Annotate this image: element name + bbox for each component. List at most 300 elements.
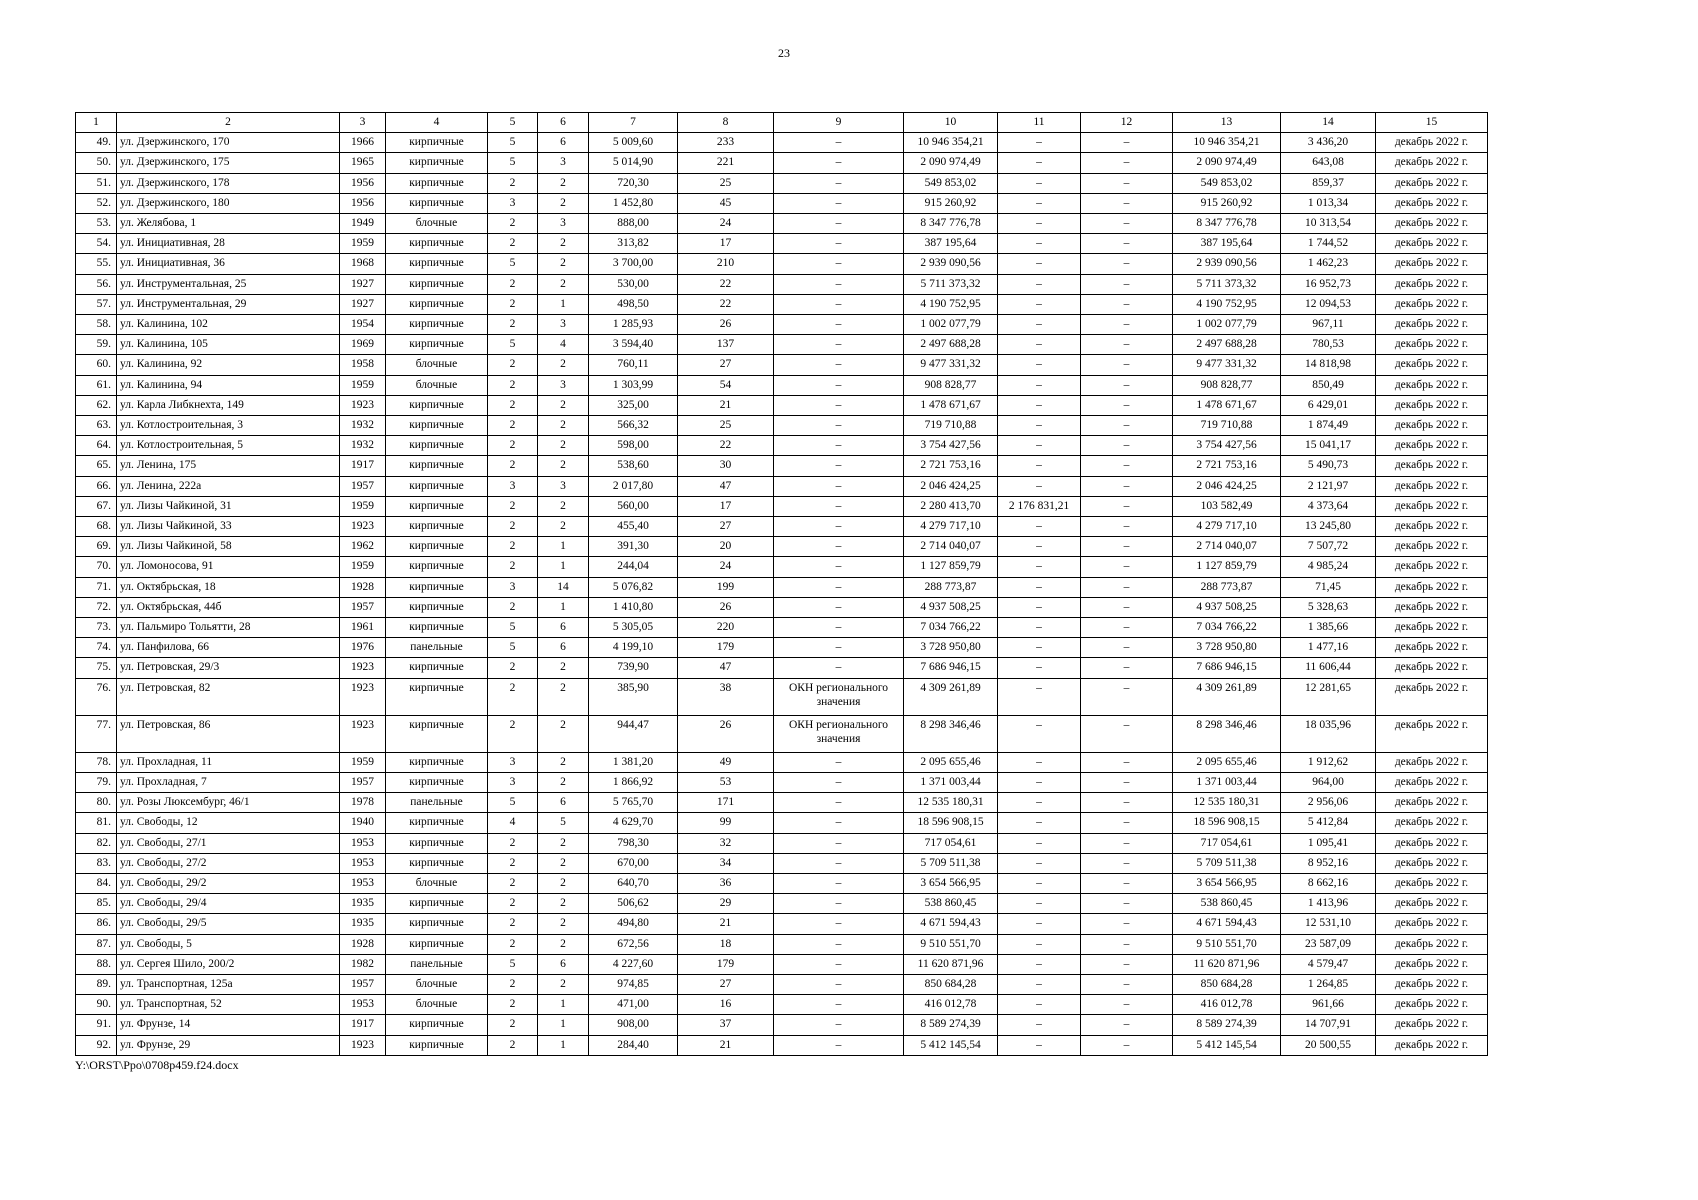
header-cell: 5 bbox=[488, 113, 538, 133]
cost-per-sqm-cell: 8 952,16 bbox=[1281, 853, 1376, 873]
entrances-cell: 3 bbox=[538, 476, 589, 496]
heritage-status-cell: – bbox=[774, 274, 904, 294]
year-built-cell: 1923 bbox=[340, 715, 386, 752]
cost-col-11-cell: – bbox=[998, 954, 1081, 974]
cost-col-12-cell: – bbox=[1081, 954, 1173, 974]
residents-cell: 233 bbox=[678, 133, 774, 153]
table-row bbox=[76, 618, 1488, 638]
heritage-status-cell: – bbox=[774, 557, 904, 577]
header-row bbox=[76, 113, 1488, 133]
total-area-cell: 5 305,05 bbox=[589, 618, 678, 638]
total-area-cell: 538,60 bbox=[589, 456, 678, 476]
total-area-cell: 5 014,90 bbox=[589, 153, 678, 173]
row-number-cell: 68. bbox=[76, 517, 117, 537]
total-cost-cell: 915 260,92 bbox=[904, 193, 998, 213]
residents-cell: 137 bbox=[678, 335, 774, 355]
heritage-status-cell: – bbox=[774, 577, 904, 597]
cost-col-11-cell: – bbox=[998, 395, 1081, 415]
row-number-cell: 53. bbox=[76, 214, 117, 234]
table-row bbox=[76, 934, 1488, 954]
residents-cell: 17 bbox=[678, 234, 774, 254]
wall-material-cell: кирпичные bbox=[386, 254, 488, 274]
address-cell: ул. Инициативная, 28 bbox=[117, 234, 340, 254]
floors-cell: 2 bbox=[488, 274, 538, 294]
page-number: 23 bbox=[778, 46, 790, 60]
heritage-status-cell: – bbox=[774, 894, 904, 914]
cost-per-sqm-cell: 1 013,34 bbox=[1281, 193, 1376, 213]
cost-col-11-cell: – bbox=[998, 254, 1081, 274]
address-cell: ул. Калинина, 102 bbox=[117, 315, 340, 335]
deadline-cell: декабрь 2022 г. bbox=[1376, 715, 1488, 752]
cost-col-12-cell: – bbox=[1081, 193, 1173, 213]
cost-col-13-cell: 538 860,45 bbox=[1173, 894, 1281, 914]
residents-cell: 179 bbox=[678, 638, 774, 658]
total-cost-cell: 3 654 566,95 bbox=[904, 873, 998, 893]
address-cell: ул. Желябова, 1 bbox=[117, 214, 340, 234]
row-number-cell: 86. bbox=[76, 914, 117, 934]
total-area-cell: 566,32 bbox=[589, 416, 678, 436]
floors-cell: 2 bbox=[488, 873, 538, 893]
cost-per-sqm-cell: 961,66 bbox=[1281, 995, 1376, 1015]
cost-col-13-cell: 915 260,92 bbox=[1173, 193, 1281, 213]
year-built-cell: 1949 bbox=[340, 214, 386, 234]
total-cost-cell: 7 034 766,22 bbox=[904, 618, 998, 638]
year-built-cell: 1953 bbox=[340, 995, 386, 1015]
year-built-cell: 1959 bbox=[340, 496, 386, 516]
heritage-status-cell: – bbox=[774, 234, 904, 254]
entrances-cell: 3 bbox=[538, 315, 589, 335]
table-row bbox=[76, 954, 1488, 974]
total-cost-cell: 4 671 594,43 bbox=[904, 914, 998, 934]
row-number-cell: 76. bbox=[76, 678, 117, 715]
floors-cell: 2 bbox=[488, 995, 538, 1015]
address-cell: ул. Свободы, 29/2 bbox=[117, 873, 340, 893]
cost-per-sqm-cell: 2 121,97 bbox=[1281, 476, 1376, 496]
table-row bbox=[76, 597, 1488, 617]
deadline-cell: декабрь 2022 г. bbox=[1376, 772, 1488, 792]
header-cell: 3 bbox=[340, 113, 386, 133]
row-number-cell: 81. bbox=[76, 813, 117, 833]
cost-col-11-cell: – bbox=[998, 894, 1081, 914]
entrances-cell: 2 bbox=[538, 833, 589, 853]
entrances-cell: 2 bbox=[538, 436, 589, 456]
cost-col-13-cell: 9 477 331,32 bbox=[1173, 355, 1281, 375]
row-number-cell: 60. bbox=[76, 355, 117, 375]
total-area-cell: 3 700,00 bbox=[589, 254, 678, 274]
row-number-cell: 56. bbox=[76, 274, 117, 294]
cost-col-12-cell: – bbox=[1081, 752, 1173, 772]
cost-col-12-cell: – bbox=[1081, 873, 1173, 893]
floors-cell: 2 bbox=[488, 715, 538, 752]
wall-material-cell: кирпичные bbox=[386, 1015, 488, 1035]
wall-material-cell: кирпичные bbox=[386, 658, 488, 678]
cost-per-sqm-cell: 4 985,24 bbox=[1281, 557, 1376, 577]
cost-col-13-cell: 3 754 427,56 bbox=[1173, 436, 1281, 456]
address-cell: ул. Прохладная, 7 bbox=[117, 772, 340, 792]
total-area-cell: 1 381,20 bbox=[589, 752, 678, 772]
residents-cell: 99 bbox=[678, 813, 774, 833]
cost-per-sqm-cell: 859,37 bbox=[1281, 173, 1376, 193]
table-header bbox=[76, 113, 1488, 133]
deadline-cell: декабрь 2022 г. bbox=[1376, 254, 1488, 274]
wall-material-cell: кирпичные bbox=[386, 315, 488, 335]
cost-col-11-cell: – bbox=[998, 476, 1081, 496]
cost-per-sqm-cell: 7 507,72 bbox=[1281, 537, 1376, 557]
header-cell: 15 bbox=[1376, 113, 1488, 133]
table-row bbox=[76, 833, 1488, 853]
total-area-cell: 5 009,60 bbox=[589, 133, 678, 153]
row-number-cell: 74. bbox=[76, 638, 117, 658]
cost-col-12-cell: – bbox=[1081, 638, 1173, 658]
table-row bbox=[76, 214, 1488, 234]
address-cell: ул. Инструментальная, 29 bbox=[117, 294, 340, 314]
cost-per-sqm-cell: 16 952,73 bbox=[1281, 274, 1376, 294]
entrances-cell: 2 bbox=[538, 853, 589, 873]
cost-col-11-cell: – bbox=[998, 557, 1081, 577]
total-area-cell: 598,00 bbox=[589, 436, 678, 456]
cost-per-sqm-cell: 4 373,64 bbox=[1281, 496, 1376, 516]
cost-per-sqm-cell: 10 313,54 bbox=[1281, 214, 1376, 234]
heritage-status-cell: – bbox=[774, 853, 904, 873]
cost-col-11-cell: – bbox=[998, 375, 1081, 395]
heritage-status-cell: – bbox=[774, 873, 904, 893]
address-cell: ул. Фрунзе, 14 bbox=[117, 1015, 340, 1035]
total-area-cell: 5 076,82 bbox=[589, 577, 678, 597]
deadline-cell: декабрь 2022 г. bbox=[1376, 193, 1488, 213]
row-number-cell: 77. bbox=[76, 715, 117, 752]
total-cost-cell: 2 046 424,25 bbox=[904, 476, 998, 496]
year-built-cell: 1923 bbox=[340, 1035, 386, 1055]
deadline-cell: декабрь 2022 г. bbox=[1376, 476, 1488, 496]
table-row bbox=[76, 416, 1488, 436]
row-number-cell: 49. bbox=[76, 133, 117, 153]
table-row bbox=[76, 476, 1488, 496]
cost-col-12-cell: – bbox=[1081, 715, 1173, 752]
total-cost-cell: 416 012,78 bbox=[904, 995, 998, 1015]
table-row bbox=[76, 254, 1488, 274]
address-cell: ул. Дзержинского, 178 bbox=[117, 173, 340, 193]
cost-per-sqm-cell: 1 413,96 bbox=[1281, 894, 1376, 914]
floors-cell: 5 bbox=[488, 254, 538, 274]
address-cell: ул. Сергея Шило, 200/2 bbox=[117, 954, 340, 974]
total-cost-cell: 908 828,77 bbox=[904, 375, 998, 395]
wall-material-cell: кирпичные bbox=[386, 436, 488, 456]
cost-col-12-cell: – bbox=[1081, 274, 1173, 294]
wall-material-cell: кирпичные bbox=[386, 294, 488, 314]
table-row bbox=[76, 914, 1488, 934]
floors-cell: 2 bbox=[488, 914, 538, 934]
table-row bbox=[76, 894, 1488, 914]
heritage-status-cell: – bbox=[774, 476, 904, 496]
entrances-cell: 6 bbox=[538, 793, 589, 813]
cost-col-12-cell: – bbox=[1081, 133, 1173, 153]
table-row bbox=[76, 557, 1488, 577]
row-number-cell: 69. bbox=[76, 537, 117, 557]
cost-col-12-cell: – bbox=[1081, 914, 1173, 934]
cost-col-11-cell: – bbox=[998, 1035, 1081, 1055]
cost-col-11-cell: – bbox=[998, 416, 1081, 436]
floors-cell: 2 bbox=[488, 436, 538, 456]
cost-col-13-cell: 103 582,49 bbox=[1173, 496, 1281, 516]
row-number-cell: 62. bbox=[76, 395, 117, 415]
cost-per-sqm-cell: 14 818,98 bbox=[1281, 355, 1376, 375]
residents-cell: 49 bbox=[678, 752, 774, 772]
cost-per-sqm-cell: 15 041,17 bbox=[1281, 436, 1376, 456]
cost-col-12-cell: – bbox=[1081, 1015, 1173, 1035]
floors-cell: 3 bbox=[488, 772, 538, 792]
table-row bbox=[76, 772, 1488, 792]
residents-cell: 25 bbox=[678, 416, 774, 436]
table-row bbox=[76, 873, 1488, 893]
address-cell: ул. Свободы, 5 bbox=[117, 934, 340, 954]
cost-col-11-cell: – bbox=[998, 772, 1081, 792]
heritage-status-cell: – bbox=[774, 416, 904, 436]
wall-material-cell: кирпичные bbox=[386, 153, 488, 173]
cost-col-13-cell: 850 684,28 bbox=[1173, 974, 1281, 994]
deadline-cell: декабрь 2022 г. bbox=[1376, 537, 1488, 557]
deadline-cell: декабрь 2022 г. bbox=[1376, 658, 1488, 678]
residents-cell: 26 bbox=[678, 597, 774, 617]
total-area-cell: 1 285,93 bbox=[589, 315, 678, 335]
row-number-cell: 84. bbox=[76, 873, 117, 893]
wall-material-cell: кирпичные bbox=[386, 678, 488, 715]
entrances-cell: 3 bbox=[538, 153, 589, 173]
total-cost-cell: 719 710,88 bbox=[904, 416, 998, 436]
total-cost-cell: 4 309 261,89 bbox=[904, 678, 998, 715]
row-number-cell: 82. bbox=[76, 833, 117, 853]
total-cost-cell: 2 280 413,70 bbox=[904, 496, 998, 516]
entrances-cell: 1 bbox=[538, 995, 589, 1015]
deadline-cell: декабрь 2022 г. bbox=[1376, 173, 1488, 193]
table-row bbox=[76, 395, 1488, 415]
cost-col-13-cell: 18 596 908,15 bbox=[1173, 813, 1281, 833]
total-area-cell: 455,40 bbox=[589, 517, 678, 537]
header-cell: 10 bbox=[904, 113, 998, 133]
table-row bbox=[76, 678, 1488, 715]
row-number-cell: 71. bbox=[76, 577, 117, 597]
floors-cell: 2 bbox=[488, 214, 538, 234]
residents-cell: 22 bbox=[678, 436, 774, 456]
header-cell: 12 bbox=[1081, 113, 1173, 133]
total-area-cell: 672,56 bbox=[589, 934, 678, 954]
deadline-cell: декабрь 2022 г. bbox=[1376, 934, 1488, 954]
total-area-cell: 760,11 bbox=[589, 355, 678, 375]
wall-material-cell: кирпичные bbox=[386, 1035, 488, 1055]
row-number-cell: 89. bbox=[76, 974, 117, 994]
entrances-cell: 2 bbox=[538, 772, 589, 792]
floors-cell: 2 bbox=[488, 1035, 538, 1055]
wall-material-cell: кирпичные bbox=[386, 335, 488, 355]
wall-material-cell: блочные bbox=[386, 873, 488, 893]
table-row bbox=[76, 173, 1488, 193]
cost-col-12-cell: – bbox=[1081, 995, 1173, 1015]
address-cell: ул. Петровская, 29/3 bbox=[117, 658, 340, 678]
wall-material-cell: кирпичные bbox=[386, 476, 488, 496]
address-cell: ул. Калинина, 92 bbox=[117, 355, 340, 375]
residents-cell: 20 bbox=[678, 537, 774, 557]
total-area-cell: 640,70 bbox=[589, 873, 678, 893]
floors-cell: 3 bbox=[488, 476, 538, 496]
cost-col-11-cell: – bbox=[998, 853, 1081, 873]
residents-cell: 210 bbox=[678, 254, 774, 274]
floors-cell: 5 bbox=[488, 133, 538, 153]
year-built-cell: 1923 bbox=[340, 658, 386, 678]
heritage-status-cell: – bbox=[774, 153, 904, 173]
entrances-cell: 6 bbox=[538, 638, 589, 658]
cost-col-12-cell: – bbox=[1081, 577, 1173, 597]
cost-col-11-cell: – bbox=[998, 873, 1081, 893]
year-built-cell: 1978 bbox=[340, 793, 386, 813]
heritage-status-cell: – bbox=[774, 335, 904, 355]
floors-cell: 2 bbox=[488, 496, 538, 516]
cost-per-sqm-cell: 18 035,96 bbox=[1281, 715, 1376, 752]
cost-col-13-cell: 7 034 766,22 bbox=[1173, 618, 1281, 638]
deadline-cell: декабрь 2022 г. bbox=[1376, 678, 1488, 715]
total-area-cell: 5 765,70 bbox=[589, 793, 678, 813]
total-area-cell: 385,90 bbox=[589, 678, 678, 715]
address-cell: ул. Свободы, 12 bbox=[117, 813, 340, 833]
cost-col-13-cell: 387 195,64 bbox=[1173, 234, 1281, 254]
cost-col-12-cell: – bbox=[1081, 254, 1173, 274]
heritage-status-cell: – bbox=[774, 793, 904, 813]
deadline-cell: декабрь 2022 г. bbox=[1376, 894, 1488, 914]
wall-material-cell: кирпичные bbox=[386, 914, 488, 934]
entrances-cell: 2 bbox=[538, 914, 589, 934]
floors-cell: 2 bbox=[488, 974, 538, 994]
cost-col-12-cell: – bbox=[1081, 476, 1173, 496]
cost-col-11-cell: – bbox=[998, 638, 1081, 658]
total-cost-cell: 538 860,45 bbox=[904, 894, 998, 914]
header-cell: 8 bbox=[678, 113, 774, 133]
total-cost-cell: 3 728 950,80 bbox=[904, 638, 998, 658]
cost-col-13-cell: 4 671 594,43 bbox=[1173, 914, 1281, 934]
residents-cell: 32 bbox=[678, 833, 774, 853]
deadline-cell: декабрь 2022 г. bbox=[1376, 456, 1488, 476]
entrances-cell: 2 bbox=[538, 254, 589, 274]
address-cell: ул. Котлостроительная, 5 bbox=[117, 436, 340, 456]
floors-cell: 2 bbox=[488, 173, 538, 193]
cost-col-11-cell: – bbox=[998, 517, 1081, 537]
row-number-cell: 59. bbox=[76, 335, 117, 355]
heritage-status-cell: – bbox=[774, 496, 904, 516]
wall-material-cell: кирпичные bbox=[386, 597, 488, 617]
cost-col-13-cell: 416 012,78 bbox=[1173, 995, 1281, 1015]
address-cell: ул. Петровская, 82 bbox=[117, 678, 340, 715]
wall-material-cell: панельные bbox=[386, 793, 488, 813]
total-cost-cell: 8 347 776,78 bbox=[904, 214, 998, 234]
footer-file-path: Y:\ORST\Ppo\0708p459.f24.docx bbox=[75, 1058, 239, 1072]
cost-col-12-cell: – bbox=[1081, 395, 1173, 415]
year-built-cell: 1928 bbox=[340, 577, 386, 597]
cost-col-13-cell: 3 654 566,95 bbox=[1173, 873, 1281, 893]
deadline-cell: декабрь 2022 г. bbox=[1376, 557, 1488, 577]
residents-cell: 171 bbox=[678, 793, 774, 813]
cost-col-13-cell: 1 371 003,44 bbox=[1173, 772, 1281, 792]
table-row bbox=[76, 355, 1488, 375]
entrances-cell: 2 bbox=[538, 395, 589, 415]
cost-per-sqm-cell: 643,08 bbox=[1281, 153, 1376, 173]
cost-col-11-cell: – bbox=[998, 752, 1081, 772]
table-row bbox=[76, 974, 1488, 994]
row-number-cell: 91. bbox=[76, 1015, 117, 1035]
deadline-cell: декабрь 2022 г. bbox=[1376, 1035, 1488, 1055]
header-cell: 6 bbox=[538, 113, 589, 133]
housing-table bbox=[75, 112, 1488, 1056]
wall-material-cell: кирпичные bbox=[386, 772, 488, 792]
residents-cell: 220 bbox=[678, 618, 774, 638]
cost-col-13-cell: 549 853,02 bbox=[1173, 173, 1281, 193]
deadline-cell: декабрь 2022 г. bbox=[1376, 133, 1488, 153]
total-cost-cell: 1 002 077,79 bbox=[904, 315, 998, 335]
cost-col-13-cell: 8 589 274,39 bbox=[1173, 1015, 1281, 1035]
cost-col-12-cell: – bbox=[1081, 597, 1173, 617]
year-built-cell: 1956 bbox=[340, 173, 386, 193]
table-row bbox=[76, 234, 1488, 254]
address-cell: ул. Инициативная, 36 bbox=[117, 254, 340, 274]
cost-col-13-cell: 2 090 974,49 bbox=[1173, 153, 1281, 173]
deadline-cell: декабрь 2022 г. bbox=[1376, 638, 1488, 658]
deadline-cell: декабрь 2022 г. bbox=[1376, 436, 1488, 456]
total-area-cell: 313,82 bbox=[589, 234, 678, 254]
deadline-cell: декабрь 2022 г. bbox=[1376, 294, 1488, 314]
total-area-cell: 908,00 bbox=[589, 1015, 678, 1035]
cost-per-sqm-cell: 1 385,66 bbox=[1281, 618, 1376, 638]
deadline-cell: декабрь 2022 г. bbox=[1376, 517, 1488, 537]
deadline-cell: декабрь 2022 г. bbox=[1376, 153, 1488, 173]
heritage-status-cell: – bbox=[774, 1015, 904, 1035]
entrances-cell: 2 bbox=[538, 193, 589, 213]
table-row bbox=[76, 793, 1488, 813]
residents-cell: 45 bbox=[678, 193, 774, 213]
row-number-cell: 70. bbox=[76, 557, 117, 577]
residents-cell: 29 bbox=[678, 894, 774, 914]
floors-cell: 2 bbox=[488, 456, 538, 476]
header-cell: 7 bbox=[589, 113, 678, 133]
table-row bbox=[76, 995, 1488, 1015]
row-number-cell: 92. bbox=[76, 1035, 117, 1055]
total-area-cell: 471,00 bbox=[589, 995, 678, 1015]
row-number-cell: 61. bbox=[76, 375, 117, 395]
entrances-cell: 3 bbox=[538, 214, 589, 234]
cost-col-11-cell: – bbox=[998, 1015, 1081, 1035]
year-built-cell: 1954 bbox=[340, 315, 386, 335]
entrances-cell: 2 bbox=[538, 173, 589, 193]
row-number-cell: 67. bbox=[76, 496, 117, 516]
heritage-status-cell: – bbox=[774, 618, 904, 638]
residents-cell: 38 bbox=[678, 678, 774, 715]
cost-col-11-cell: – bbox=[998, 833, 1081, 853]
cost-per-sqm-cell: 1 477,16 bbox=[1281, 638, 1376, 658]
residents-cell: 53 bbox=[678, 772, 774, 792]
address-cell: ул. Лизы Чайкиной, 33 bbox=[117, 517, 340, 537]
year-built-cell: 1935 bbox=[340, 914, 386, 934]
address-cell: ул. Свободы, 29/5 bbox=[117, 914, 340, 934]
row-number-cell: 58. bbox=[76, 315, 117, 335]
total-cost-cell: 549 853,02 bbox=[904, 173, 998, 193]
cost-col-11-cell: – bbox=[998, 234, 1081, 254]
cost-col-13-cell: 2 714 040,07 bbox=[1173, 537, 1281, 557]
heritage-status-cell: – bbox=[774, 254, 904, 274]
entrances-cell: 2 bbox=[538, 974, 589, 994]
total-cost-cell: 12 535 180,31 bbox=[904, 793, 998, 813]
row-number-cell: 75. bbox=[76, 658, 117, 678]
wall-material-cell: кирпичные bbox=[386, 173, 488, 193]
cost-col-11-cell: – bbox=[998, 456, 1081, 476]
year-built-cell: 1953 bbox=[340, 853, 386, 873]
row-number-cell: 64. bbox=[76, 436, 117, 456]
deadline-cell: декабрь 2022 г. bbox=[1376, 416, 1488, 436]
total-area-cell: 3 594,40 bbox=[589, 335, 678, 355]
